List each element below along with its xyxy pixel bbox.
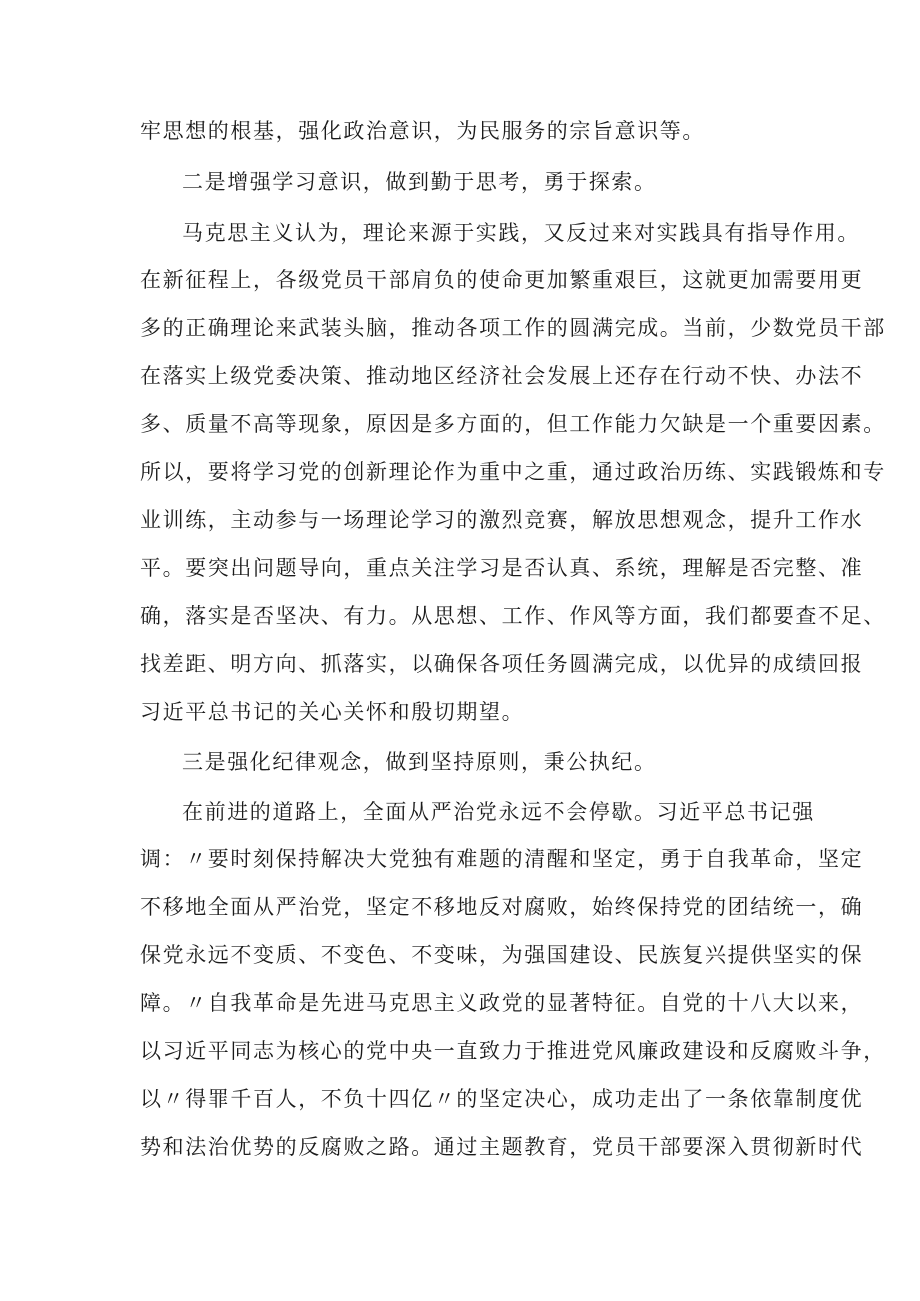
paragraph-first-line: 马克思主义认为，理论来源于实践，又反过来对实践具有指导作用。 bbox=[182, 221, 860, 245]
text-line: 势和法治优势的反腐败之路。通过主题教育，党员干部要深入贯彻新时代 bbox=[140, 1135, 864, 1159]
text-line: 以习近平同志为核心的党中央一直致力于推进党风廉政建设和反腐败斗争， bbox=[140, 1039, 886, 1063]
section-heading: 二是增强学习意识，做到勤于思考，勇于探索。 bbox=[182, 170, 657, 194]
text-line: 习近平总书记的关心关怀和殷切期望。 bbox=[140, 700, 525, 724]
text-line: 不移地全面从严治党，坚定不移地反对腐败，始终保持党的团结统一，确 bbox=[140, 895, 864, 919]
text-line: 牢思想的根基，强化政治意识，为民服务的宗旨意识等。 bbox=[140, 119, 705, 143]
text-line: 多的正确理论来武装头脑，推动各项工作的圆满完成。当前，少数党员干部 bbox=[140, 316, 886, 340]
text-line: 保党永远不变质、不变色、不变味，为强国建设、民族复兴提供坚实的保 bbox=[140, 943, 864, 967]
text-line: 在新征程上，各级党员干部肩负的使命更加繁重艰巨，这就更加需要用更 bbox=[140, 268, 864, 292]
text-line: 找差距、明方向、抓落实，以确保各项任务圆满完成，以优异的成绩回报 bbox=[140, 652, 864, 676]
text-line: 多、质量不高等现象，原因是多方面的，但工作能力欠缺是一个重要因素。 bbox=[140, 412, 886, 436]
paragraph-first-line: 在前进的道路上，全面从严治党永远不会停歇。习近平总书记强 bbox=[182, 800, 815, 824]
text-line: 障。〃自我革命是先进马克思主义政党的显著特征。自党的十八大以来， bbox=[140, 991, 864, 1015]
text-line: 平。要突出问题导向，重点关注学习是否认真、系统，理解是否完整、准 bbox=[140, 556, 864, 580]
section-heading: 三是强化纪律观念，做到坚持原则，秉公执纪。 bbox=[182, 750, 657, 774]
text-line: 所以，要将学习党的创新理论作为重中之重，通过政治历练、实践锻炼和专 bbox=[140, 460, 886, 484]
text-line: 确，落实是否坚决、有力。从思想、工作、作风等方面，我们都要查不足、 bbox=[140, 604, 886, 628]
text-line: 在落实上级党委决策、推动地区经济社会发展上还存在行动不快、办法不 bbox=[140, 364, 864, 388]
text-line: 业训练，主动参与一场理论学习的激烈竞赛，解放思想观念，提升工作水 bbox=[140, 508, 864, 532]
text-line: 以〃得罪千百人，不负十四亿〃的坚定决心，成功走出了一条依靠制度优 bbox=[140, 1087, 864, 1111]
text-line: 调：〃要时刻保持解决大党独有难题的清醒和坚定，勇于自我革命，坚定 bbox=[140, 847, 864, 871]
